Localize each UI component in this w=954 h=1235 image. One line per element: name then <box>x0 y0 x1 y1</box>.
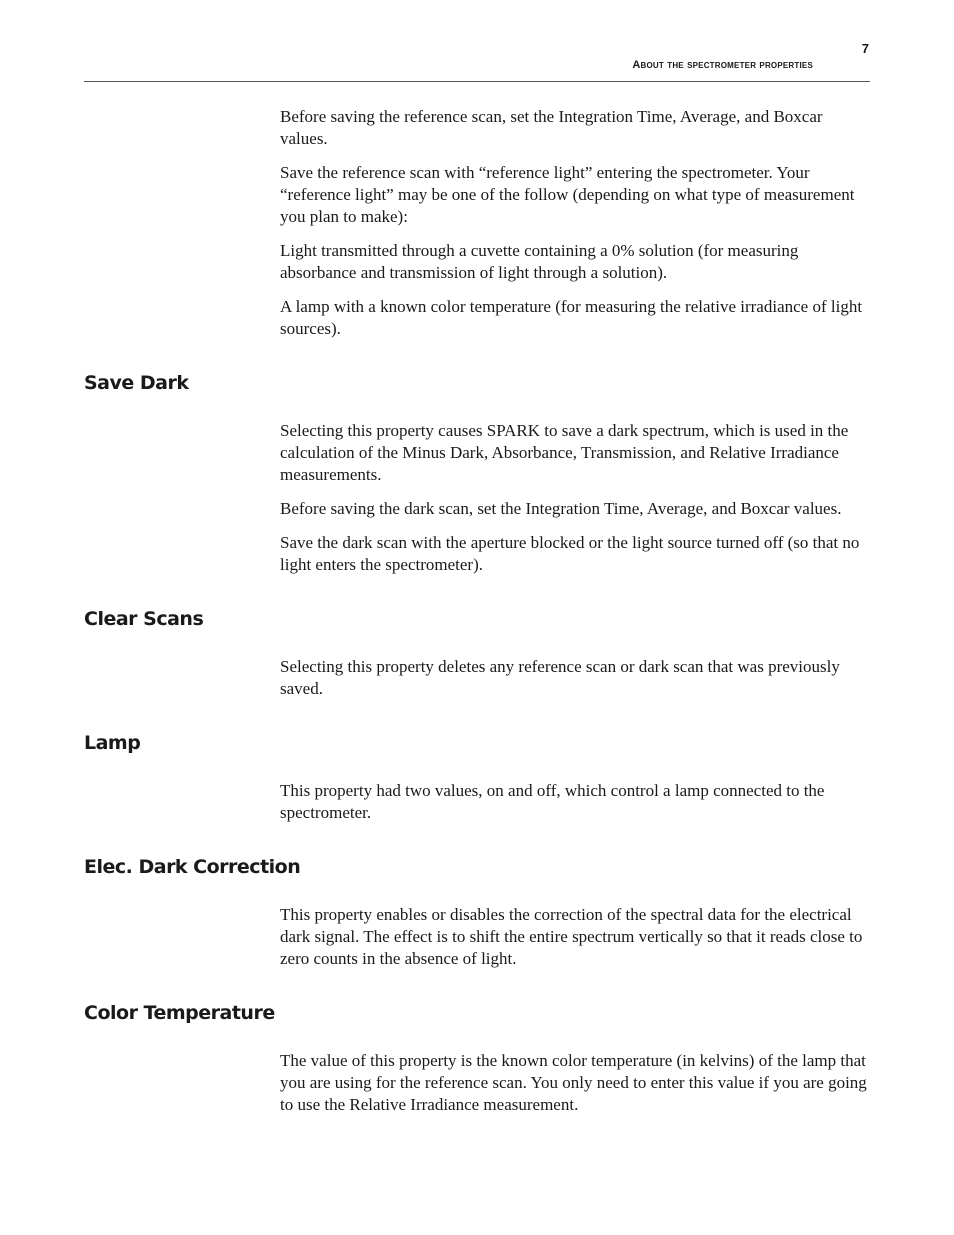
section-body <box>280 656 870 700</box>
section-heading: Save Dark <box>84 372 189 394</box>
section-paragraph: This property enables or disables the correction of the spectral data for the electrical dark signal. The effect is to shift the entire spectrum vertically so that it reads close to zero counts in the absence of light. <box>280 905 863 968</box>
section-paragraph: The value of this property is the known color temperature (in kelvins) of the lamp that you are using for the reference scan. You only need to enter this value if you are going to use the Relative Irradiance measurement. <box>280 1051 867 1114</box>
section-body <box>280 1050 870 1116</box>
section-paragraph: Selecting this property causes SPARK to save a dark spectrum, which is used in the calculation of the Minus Dark, Absorbance, Transmission, and Relative Irradiance measurements. <box>280 421 849 484</box>
section-heading: Lamp <box>84 732 141 754</box>
section-paragraph: Selecting this property deletes any reference scan or dark scan that was previously saved. <box>280 657 840 698</box>
section-body <box>280 420 870 576</box>
intro-block <box>280 106 870 340</box>
intro-paragraph: Before saving the reference scan, set the Integration Time, Average, and Boxcar values. <box>280 107 823 148</box>
running-head: About the spectrometer properties <box>632 59 813 71</box>
section-color-temperature <box>84 1000 870 1116</box>
section-elec-dark-correction <box>84 854 870 970</box>
section-paragraph: Before saving the dark scan, set the Integration Time, Average, and Boxcar values. <box>280 499 842 518</box>
section-heading: Color Temperature <box>84 1002 275 1024</box>
section-body <box>280 780 870 824</box>
section-heading: Elec. Dark Correction <box>84 856 301 878</box>
intro-paragraph: Light transmitted through a cuvette containing a 0% solution (for measuring absorbance and transmission of light through a solution). <box>280 241 799 282</box>
intro-paragraph: A lamp with a known color temperature (for measuring the relative irradiance of light sources). <box>280 297 863 338</box>
section-body <box>280 904 870 970</box>
page-content <box>84 106 870 1128</box>
intro-paragraph: Save the reference scan with “reference light” entering the spectrometer. Your “reference light” may be one of the follow (depending on what type of measurement you plan to make): <box>280 163 855 226</box>
section-lamp <box>84 730 870 824</box>
header-rule <box>84 81 870 82</box>
section-heading: Clear Scans <box>84 608 204 630</box>
section-save-dark <box>84 370 870 576</box>
section-paragraph: This property had two values, on and off, which control a lamp connected to the spectrometer. <box>280 781 825 822</box>
page-number: 7 <box>861 41 869 56</box>
section-paragraph: Save the dark scan with the aperture blocked or the light source turned off (so that no light enters the spectrometer). <box>280 533 860 574</box>
section-clear-scans <box>84 606 870 700</box>
